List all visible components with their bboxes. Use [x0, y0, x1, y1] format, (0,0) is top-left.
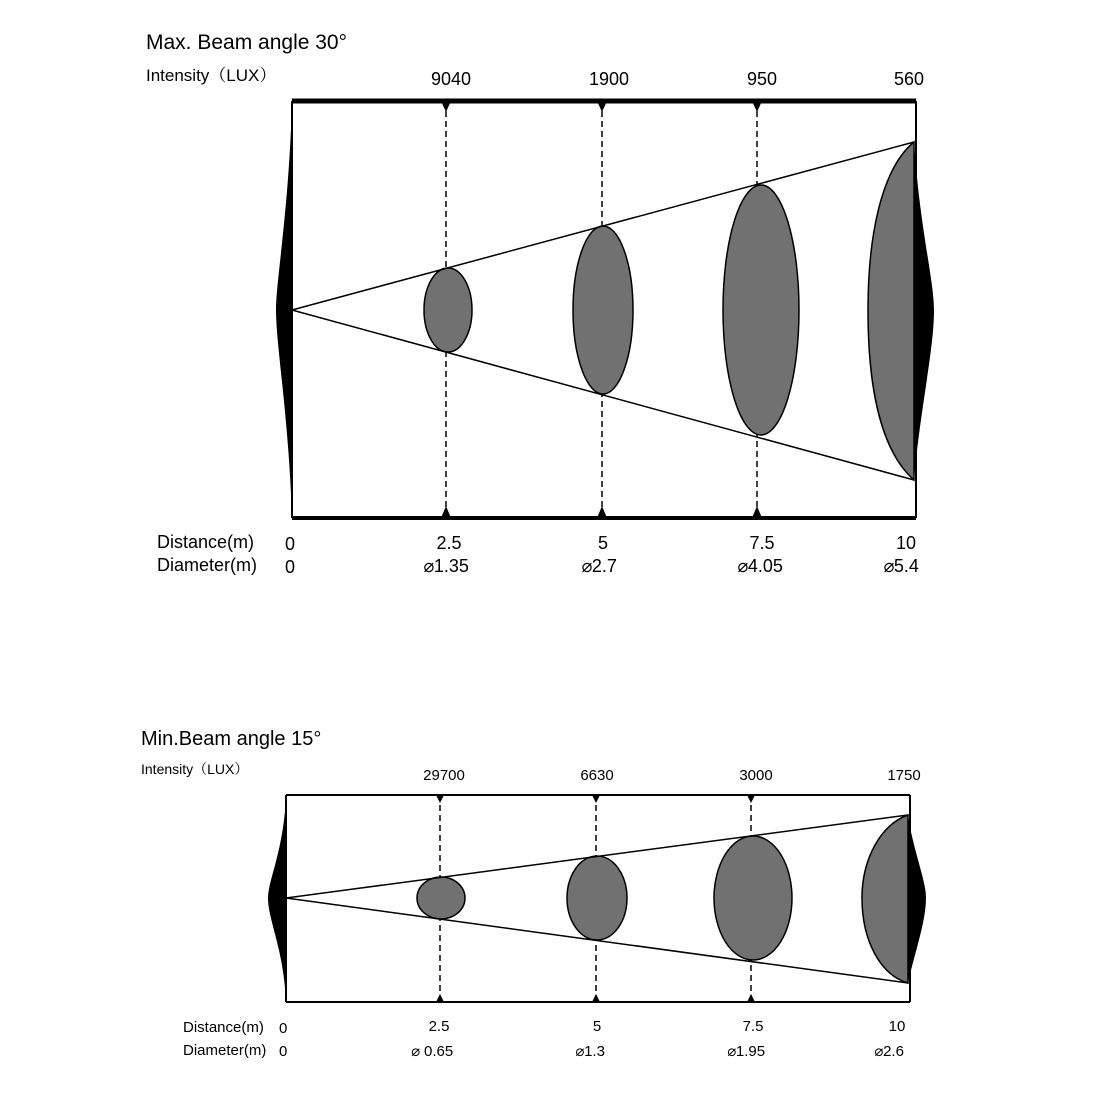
- beam-panel-min: [0, 700, 1100, 1100]
- distance-label: Distance(m): [183, 1019, 264, 1036]
- diameter-icon: ⌀: [581, 556, 592, 577]
- beam-spot: [862, 815, 908, 983]
- diameter-value: ⌀ 0.65: [410, 1042, 454, 1060]
- diagram-title: Min.Beam angle 15°: [141, 728, 322, 750]
- beam-spot: [868, 142, 914, 480]
- diagram-title: Max. Beam angle 30°: [146, 31, 348, 54]
- lux-value: 560: [893, 69, 925, 89]
- distance-value: 7.5: [749, 533, 775, 553]
- distance-zero: 0: [279, 1020, 288, 1037]
- station-marker-bottom: [592, 994, 600, 1002]
- beam-spot: [424, 268, 472, 352]
- station-marker-bottom: [441, 506, 451, 518]
- diameter-label: Diameter(m): [157, 555, 258, 575]
- station-marker-top: [597, 101, 607, 112]
- diameter-icon: ⌀: [423, 556, 434, 577]
- beam-spot: [714, 836, 792, 960]
- diameter-value: ⌀4.05: [737, 556, 783, 577]
- diameter-value: ⌀1.95: [726, 1042, 766, 1060]
- lux-value: 1750: [887, 767, 921, 784]
- diameter-icon: ⌀: [883, 556, 894, 577]
- diameter-icon: ⌀: [410, 1042, 420, 1060]
- distance-value: 2.5: [428, 1018, 450, 1035]
- distance-label: Distance(m): [157, 532, 255, 552]
- diameter-icon: ⌀: [726, 1042, 736, 1060]
- intensity-label: Intensity（LUX）: [141, 761, 249, 777]
- beam-spot: [567, 856, 627, 940]
- distance-value: 10: [895, 533, 917, 553]
- station-marker-top: [441, 101, 451, 112]
- station-marker-bottom: [597, 506, 607, 518]
- beam-spot: [417, 877, 465, 919]
- intensity-lobe-left: [276, 101, 292, 518]
- diameter-label: Diameter(m): [183, 1042, 267, 1059]
- diameter-value: ⌀2.7: [581, 556, 617, 577]
- station-marker-bottom: [752, 506, 762, 518]
- intensity-label: Intensity（LUX）: [146, 66, 277, 85]
- distance-value: 2.5: [436, 533, 462, 553]
- diameter-value: ⌀1.35: [423, 556, 469, 577]
- lux-value: 6630: [580, 767, 614, 784]
- station-marker-bottom: [747, 994, 755, 1002]
- intensity-lobe-right: [908, 815, 926, 983]
- lux-value: 3000: [739, 767, 773, 784]
- diameter-icon: ⌀: [874, 1042, 884, 1060]
- diameter-icon: ⌀: [575, 1042, 585, 1060]
- lux-value: 9040: [430, 69, 472, 89]
- distance-zero: 0: [285, 534, 296, 554]
- diameter-zero: 0: [279, 1043, 288, 1060]
- diameter-value: ⌀1.3: [575, 1042, 605, 1060]
- station-marker-top: [436, 795, 444, 803]
- diameter-zero: 0: [285, 557, 296, 577]
- diameter-value: ⌀5.4: [883, 556, 919, 577]
- distance-value: 5: [592, 1018, 602, 1035]
- lux-value: 950: [746, 69, 778, 89]
- intensity-lobe-left: [268, 795, 286, 1002]
- diameter-icon: ⌀: [737, 556, 748, 577]
- intensity-lobe-right: [914, 142, 934, 480]
- lux-value: 1900: [588, 69, 630, 89]
- diameter-value: ⌀2.6: [874, 1042, 904, 1060]
- distance-value: 7.5: [742, 1018, 764, 1035]
- station-marker-bottom: [436, 994, 444, 1002]
- station-marker-top: [592, 795, 600, 803]
- station-marker-top: [747, 795, 755, 803]
- station-marker-top: [752, 101, 762, 112]
- distance-value: 10: [888, 1018, 906, 1035]
- beam-spot: [723, 185, 799, 435]
- lux-value: 29700: [423, 767, 465, 784]
- beam-spot: [573, 226, 633, 394]
- distance-value: 5: [597, 533, 609, 553]
